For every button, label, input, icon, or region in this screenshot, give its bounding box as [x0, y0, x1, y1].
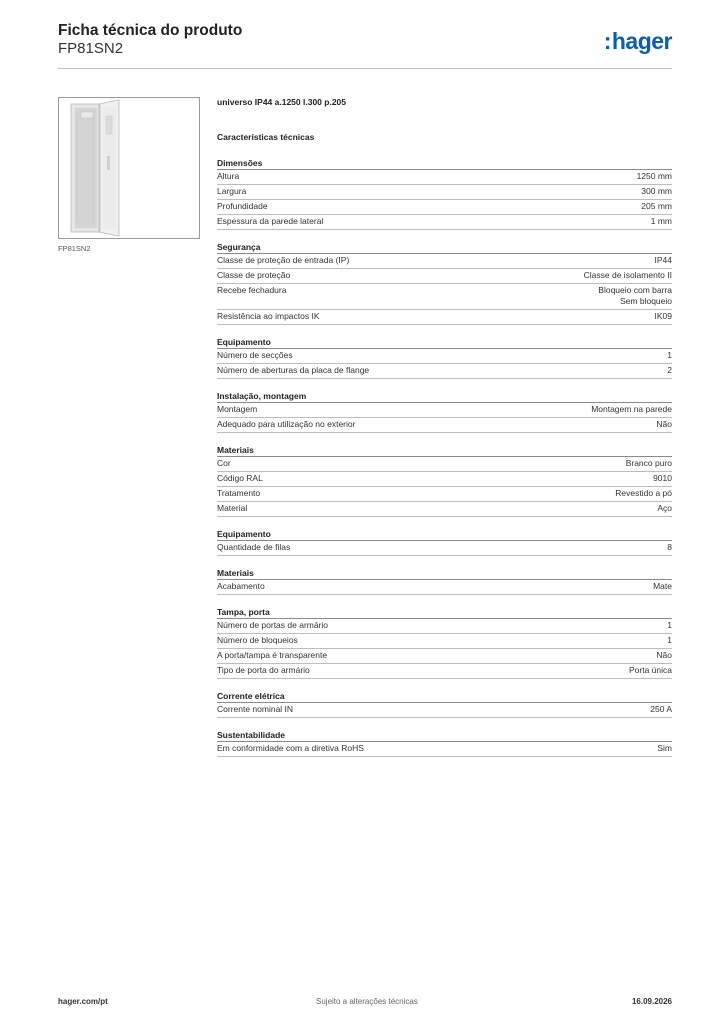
spec-value	[615, 488, 672, 499]
spec-row	[217, 457, 672, 472]
header-divider	[58, 68, 672, 69]
spec-label: Recebe fechadura	[217, 285, 287, 295]
spec-row	[217, 580, 672, 595]
spec-row	[217, 269, 672, 284]
spec-value-line: 8	[667, 542, 672, 552]
spec-label: Tratamento	[217, 488, 261, 498]
spec-group	[217, 336, 672, 379]
footer-date: 16.09.2026	[631, 997, 672, 1006]
spec-group	[217, 567, 672, 595]
product-subtitle: universo IP44 a.1250 l.300 p.205	[217, 97, 346, 107]
spec-value	[584, 270, 672, 281]
spec-label: Largura	[217, 186, 247, 196]
spec-value	[655, 255, 673, 266]
spec-value-line: Classe de isolamento II	[583, 270, 672, 280]
spec-row	[217, 487, 672, 502]
spec-value	[657, 743, 672, 754]
spec-label: Montagem	[217, 404, 258, 414]
spec-value-line: 1	[667, 350, 672, 360]
spec-group	[217, 528, 672, 556]
spec-group-title: Segurança	[217, 241, 672, 254]
spec-value-line: IK09	[654, 311, 672, 321]
spec-group	[217, 241, 672, 325]
spec-value	[598, 285, 672, 307]
spec-row	[217, 215, 672, 230]
page-title: Ficha técnica do produto	[58, 22, 243, 39]
spec-label: Número de secções	[217, 350, 293, 360]
spec-group-title: Instalação, montagem	[217, 390, 672, 403]
spec-row	[217, 703, 672, 718]
spec-value-line: 1 mm	[650, 216, 672, 226]
spec-value-line: Porta única	[629, 665, 672, 675]
spec-group-title: Sustentabilidade	[217, 729, 672, 742]
spec-value-line: Bloqueio com barra	[598, 285, 672, 295]
spec-row	[217, 742, 672, 757]
spec-value	[667, 365, 672, 376]
spec-label: Número de bloqueios	[217, 635, 298, 645]
spec-group-title: Tampa, porta	[217, 606, 672, 619]
spec-row	[217, 664, 672, 679]
spec-row	[217, 185, 672, 200]
spec-value-line: Mate	[653, 581, 672, 591]
spec-section	[217, 96, 672, 757]
spec-value-line: Branco puro	[625, 458, 672, 468]
page-header	[58, 22, 672, 70]
spec-label: Corrente nominal IN	[217, 704, 294, 714]
spec-value	[667, 542, 672, 553]
spec-label: Classe de proteção	[217, 270, 291, 280]
spec-group	[217, 606, 672, 679]
spec-row	[217, 619, 672, 634]
spec-label: Espessura da parede lateral	[217, 216, 324, 226]
spec-label: Cor	[217, 458, 231, 468]
footer-notice: Sujeito a alterações técnicas	[316, 997, 418, 1006]
spec-group	[217, 390, 672, 433]
spec-value	[653, 581, 672, 592]
spec-value	[626, 458, 672, 469]
spec-value-line: 1250 mm	[636, 171, 672, 181]
spec-row	[217, 310, 672, 325]
logo-text: hager	[611, 28, 672, 54]
spec-label: Material	[217, 503, 248, 513]
spec-value-line: Não	[656, 419, 672, 429]
spec-value	[656, 650, 672, 661]
spec-row	[217, 364, 672, 379]
logo-dots: :	[603, 28, 611, 54]
hager-logo	[604, 28, 672, 55]
spec-value	[591, 404, 672, 415]
spec-row	[217, 472, 672, 487]
spec-group-title: Corrente elétrica	[217, 690, 672, 703]
spec-label: Adequado para utilização no exterior	[217, 419, 356, 429]
spec-value	[657, 503, 672, 514]
spec-label: Quantidade de filas	[217, 542, 291, 552]
spec-groups	[217, 157, 672, 757]
spec-group	[217, 444, 672, 517]
spec-label: A porta/tampa é transparente	[217, 650, 328, 660]
cabinet-illustration	[59, 98, 199, 238]
spec-value-line: Sem bloqueio	[620, 296, 672, 306]
spec-row	[217, 200, 672, 215]
spec-value	[655, 311, 673, 322]
spec-group-title: Equipamento	[217, 528, 672, 541]
spec-group-title: Dimensões	[217, 157, 672, 170]
spec-value	[653, 473, 672, 484]
spec-group-title: Equipamento	[217, 336, 672, 349]
spec-value	[650, 704, 672, 715]
spec-label: Em conformidade com a diretiva RoHS	[217, 743, 364, 753]
spec-value	[641, 201, 672, 212]
product-image	[58, 97, 200, 239]
spec-value	[637, 171, 672, 182]
spec-heading: Características técnicas	[217, 132, 315, 142]
spec-row	[217, 634, 672, 649]
spec-row	[217, 418, 672, 433]
spec-row	[217, 541, 672, 556]
spec-group-title: Materiais	[217, 567, 672, 580]
spec-value-line: 300 mm	[641, 186, 672, 196]
spec-label: Código RAL	[217, 473, 263, 483]
spec-value-line: Revestido a pó	[615, 488, 672, 498]
spec-group	[217, 729, 672, 757]
spec-row	[217, 403, 672, 418]
spec-label: Número de portas de armário	[217, 620, 329, 630]
spec-value-line: 9010	[653, 473, 672, 483]
spec-label: Resistência ao impactos IK	[217, 311, 320, 321]
spec-row	[217, 284, 672, 310]
spec-row	[217, 170, 672, 185]
spec-value-line: Aço	[657, 503, 672, 513]
spec-row	[217, 254, 672, 269]
spec-group	[217, 157, 672, 230]
spec-value	[651, 216, 672, 227]
spec-value	[667, 620, 672, 631]
product-code: FP81SN2	[58, 40, 124, 57]
spec-label: Acabamento	[217, 581, 265, 591]
spec-value-line: Não	[656, 650, 672, 660]
footer-website: hager.com/pt	[58, 997, 108, 1006]
spec-value	[667, 635, 672, 646]
spec-label: Profundidade	[217, 201, 268, 211]
spec-value-line: 2	[667, 365, 672, 375]
spec-label: Número de aberturas da placa de flange	[217, 365, 370, 375]
spec-value	[641, 186, 672, 197]
spec-row	[217, 349, 672, 364]
spec-value	[629, 665, 672, 676]
spec-value-line: Montagem na parede	[591, 404, 672, 414]
spec-value-line: 250 A	[650, 704, 672, 714]
spec-label: Classe de proteção de entrada (IP)	[217, 255, 350, 265]
spec-value-line: 205 mm	[641, 201, 672, 211]
image-caption: FP81SN2	[58, 244, 91, 253]
spec-label: Tipo de porta do armário	[217, 665, 310, 675]
spec-value-line: Sim	[657, 743, 672, 753]
spec-label: Altura	[217, 171, 240, 181]
spec-row	[217, 649, 672, 664]
spec-group	[217, 690, 672, 718]
spec-value-line: 1	[667, 635, 672, 645]
spec-value-line: 1	[667, 620, 672, 630]
spec-value	[667, 350, 672, 361]
spec-value-line: IP44	[654, 255, 672, 265]
spec-value	[656, 419, 672, 430]
spec-row	[217, 502, 672, 517]
spec-group-title: Materiais	[217, 444, 672, 457]
